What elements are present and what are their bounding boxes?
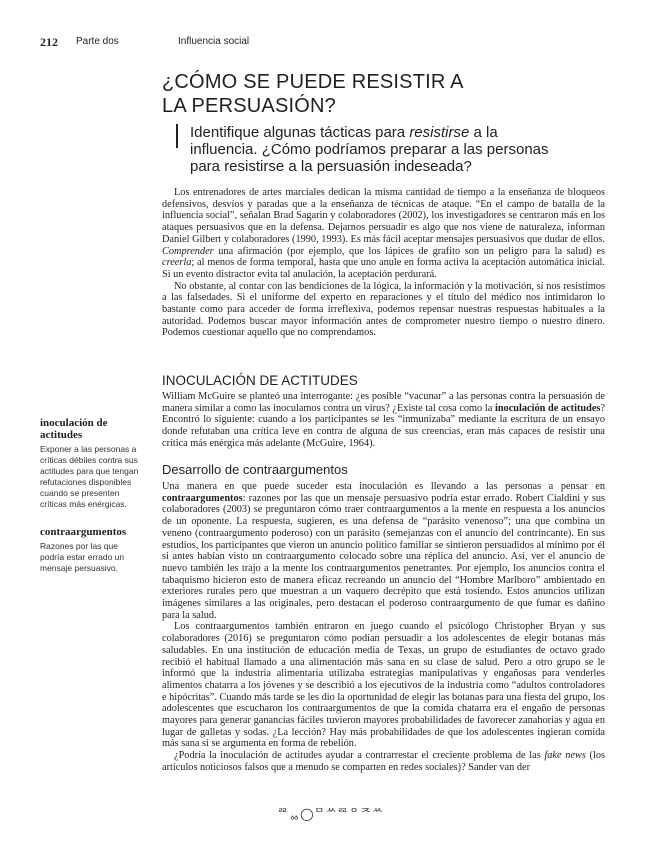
margin-term: contraargumentos (40, 526, 127, 538)
heading-inoculation: INOCULACIÓN DE ACTITUDES (162, 373, 358, 388)
intro-paragraph-1: Los entrenadores de artes marciales dedican la misma cantidad de tiempo a la enseñanza de bloqueos defensivos, desvíos y paradas que a la enseñanza de técnicas de ataque. “En el campo de batalla de la influencia social”, señalan Brad Sagarin y colaboradores (2002), los investigadores se centraron más en los ataques persuasivos que en la defensa. Dejarnos persuadir es algo que nos viene de naturaleza, informan Daniel Gilbert y colaboradores (1990, 1993). Es más fácil aceptar mensajes persuasivos que dudar de ellos. Comprender una afirmación (por ejemplo, que los lápices de grafito son un peligro para la salud) es creerla; al menos de forma temporal, hasta que uno anule en forma activa la aceptación automática inicial. Si un evento distractor evita tal anulación, la aceptación perdurará. (162, 187, 605, 280)
part-label: Parte dos (76, 36, 119, 47)
footer-watermark: ᄙᇮ◯ᄆᄊᄙᄋᄌᄊ (276, 807, 384, 821)
section-label: Influencia social (178, 36, 250, 47)
inoculation-paragraph: William McGuire se planteó una interrogante: ¿es posible “vacunar” a las personas contra la persuasión de manera similar a como las inoculamos contra un virus? ¿Existe tal cosa como la inoculación de actitudes? Encontró lo siguiente: cuando a los participantes se les “inmunizaba” mediante la escritura de un ensayo donde refutaban una crítica leve en contra de alguna de sus creencias, eran más capaces de resistir una crítica más enérgica más adelante (McGuire, 1964). (162, 391, 605, 449)
intro-paragraph-2: No obstante, al contar con las bendiciones de la lógica, la información y la motivación, sí nos resistimos a las falsedades. Si el uniforme del experto en reparaciones y el título del médico nos intimidaron lo bastante como para acceder de forma irreflexiva, podemos repensar nuestras respuestas habituales a la autoridad. Podemos buscar mayor información antes de comprometer nuestro tiempo o nuestro dinero. Podemos cuestionar aquello que no comprendamos. (162, 280, 605, 339)
intro-text (162, 187, 605, 339)
margin-definition-inoculation (40, 417, 144, 510)
inoculation-text (162, 391, 605, 450)
question-rule (176, 124, 178, 148)
question-line1: Identifique algunas tácticas para resistirse a la (190, 124, 498, 141)
section-title-line2: LA PERSUASIÓN? (162, 95, 336, 117)
margin-definition: Exponer a las personas a críticas débiles contra sus actitudes para que tengan refutaciones disponibles cuando se presenten críticas más enérgicas. (40, 444, 139, 509)
counter-paragraph-1: Una manera en que puede suceder esta inoculación es llevando a las personas a pensar en contraargumentos: razones por las que un mensaje persuasivo podría estar errado. Robert Cialdini y sus colaboradores (2003) se preguntaron cómo traer contraargumentos a la mente en respuesta a los anuncios de un oponente. La respuesta, sugieren, es una defensa de “parásito venenoso”; una que combina un veneno (contraargumento poderoso) con un parásito (semejanzas con el anuncio del contrincante). En sus estudios, los participantes que vieron un anuncio político familiar se sintieron persuadidos al mínimo por él si antes habían visto un contraargumento colocado sobre una réplica del anuncio. Así, ver el anuncio de nuevo también les trajo a la mente los contraargumentos penetrantes. Por ejemplo, los anuncios contra el tabaquismo hicieron esto de manera eficaz recreando un anuncio del “Hombre Marlboro” ambientado en exteriores rurales pero que muestran a un vaquero decrépito que está tosiendo. Estos anuncios utilizan imágenes similares a las originales, pero destacan el poderoso contraargumento de que fumar es dañino para la salud. (162, 481, 605, 621)
margin-definition: Razones por las que podría estar errado un mensaje persuasivo. (40, 541, 125, 573)
margin-term: inoculación de actitudes (40, 417, 108, 441)
counter-paragraph-3: ¿Podría la inoculación de actitudes ayudar a contrarrestar el creciente problema de las fake news (los artículos noticiosos falsos que a menudo se comparten en redes sociales)? Sander van der (162, 750, 605, 773)
section-title-line1: ¿CÓMO SE PUEDE RESISTIR A (162, 71, 464, 93)
question-line2: influencia. ¿Cómo podríamos preparar a las personas (190, 141, 549, 158)
running-header (0, 35, 660, 51)
page-number: 212 (40, 35, 58, 49)
heading-counterarguments: Desarrollo de contraargumentos (162, 462, 348, 477)
margin-definition-counterarguments (40, 526, 144, 574)
counter-paragraph-2: Los contraargumentos también entraron en juego cuando el psicólogo Christopher Bryan y sus colaboradores (2016) se preguntaron cómo podían persuadir a los adolescentes de elegir botanas más saludables. En una institución de educación media de Texas, un grupo de estudiantes de octavo grado recibió el habitual llamado a una alimentación más sana en su clase de salud. Pero a otro grupo se le informó que la industria alimentaria utilizaba estrategias manipulativas y engañosas para venderles alimentos chatarra a los jóvenes y se describió a los ejecutivos de la industria como “adultos controladores e hipócritas”. Cuando más tarde se les dio la oportunidad de elegir las botanas para una fiesta del grupo, los adolescentes que escucharon los contraargumentos de que la comida chatarra era el engaño de personas mayores para generar ganancias fáciles tuvieron mayores probabilidades de favorecer zanahorias y agua en lugar de galletas y sodas. ¿La lección? Hay más probabilidades de que los adolescentes ingieran comida más sana si se argumenta en forma de rebelión. (162, 621, 605, 750)
counterarguments-text (162, 481, 605, 774)
question-line3: para resistirse a la persuasión indeseada? (190, 158, 472, 175)
learning-question (190, 124, 610, 175)
section-title (162, 70, 582, 118)
